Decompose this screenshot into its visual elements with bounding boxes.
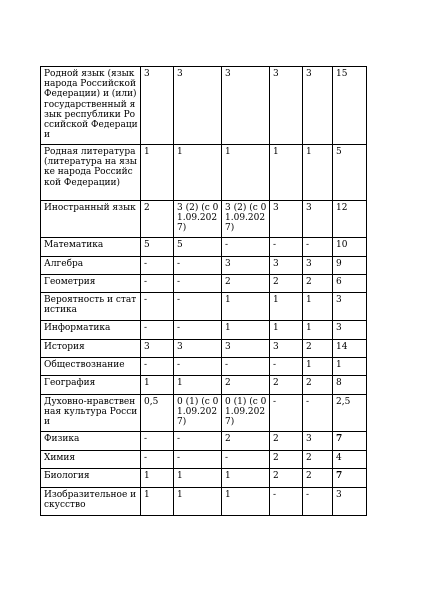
total-cell: 8 xyxy=(333,376,367,395)
hours-cell: - xyxy=(141,358,174,376)
total-cell: 12 xyxy=(333,201,367,238)
total-cell: 7 xyxy=(333,469,367,488)
hours-cell: 1 xyxy=(303,293,333,321)
hours-cell: 0,5 xyxy=(141,395,174,432)
hours-cell: 3 xyxy=(222,257,270,275)
hours-cell: 3 (2) (с 01.09.2027) xyxy=(222,201,270,238)
subject-cell: Физика xyxy=(41,432,141,451)
hours-cell: 2 xyxy=(141,201,174,238)
hours-cell: - xyxy=(141,321,174,340)
total-cell: 9 xyxy=(333,257,367,275)
table-row xyxy=(41,257,367,275)
hours-cell: 2 xyxy=(303,275,333,293)
table-row xyxy=(41,67,367,145)
table-row xyxy=(41,376,367,395)
hours-cell: 5 xyxy=(141,238,174,257)
hours-cell: - xyxy=(222,358,270,376)
hours-cell: - xyxy=(303,395,333,432)
table-row xyxy=(41,395,367,432)
hours-cell: 0 (1) (с 01.09.2027) xyxy=(174,395,222,432)
total-cell: 15 xyxy=(333,67,367,145)
table-row xyxy=(41,451,367,469)
hours-cell: - xyxy=(270,488,303,516)
hours-cell: 2 xyxy=(303,469,333,488)
hours-cell: 2 xyxy=(270,432,303,451)
hours-cell: - xyxy=(174,432,222,451)
hours-cell: 3 xyxy=(270,340,303,358)
hours-cell: 1 xyxy=(174,376,222,395)
table-row xyxy=(41,275,367,293)
table-row xyxy=(41,293,367,321)
hours-cell: 3 xyxy=(141,67,174,145)
hours-cell: 1 xyxy=(270,321,303,340)
total-cell: 3 xyxy=(333,488,367,516)
table-row xyxy=(41,488,367,516)
hours-cell: - xyxy=(222,238,270,257)
table-row xyxy=(41,201,367,238)
subject-cell: Математика xyxy=(41,238,141,257)
subject-cell: Химия xyxy=(41,451,141,469)
hours-cell: 2 xyxy=(270,376,303,395)
table-row xyxy=(41,238,367,257)
hours-cell: 1 xyxy=(222,145,270,201)
hours-cell: - xyxy=(141,257,174,275)
hours-cell: 1 xyxy=(222,488,270,516)
subject-cell: Биология xyxy=(41,469,141,488)
hours-cell: 3 xyxy=(303,257,333,275)
hours-cell: - xyxy=(141,275,174,293)
hours-cell: 3 xyxy=(303,201,333,238)
hours-cell: 3 xyxy=(270,257,303,275)
hours-cell: - xyxy=(270,395,303,432)
total-cell: 4 xyxy=(333,451,367,469)
subject-cell: Вероятность и статистика xyxy=(41,293,141,321)
subject-cell: Обществознание xyxy=(41,358,141,376)
hours-cell: 2 xyxy=(303,340,333,358)
hours-cell: - xyxy=(174,451,222,469)
subject-cell: История xyxy=(41,340,141,358)
total-cell: 5 xyxy=(333,145,367,201)
hours-cell: 1 xyxy=(222,469,270,488)
total-cell: 2,5 xyxy=(333,395,367,432)
hours-cell: 1 xyxy=(141,469,174,488)
hours-cell: - xyxy=(141,451,174,469)
table-row xyxy=(41,321,367,340)
hours-cell: - xyxy=(270,358,303,376)
subject-cell: Изобразительное искусство xyxy=(41,488,141,516)
hours-cell: 1 xyxy=(174,488,222,516)
hours-cell: - xyxy=(174,358,222,376)
total-cell: 3 xyxy=(333,293,367,321)
hours-cell: 3 xyxy=(270,201,303,238)
subject-cell: Родной язык (язык народа Российской Федерации) и (или) государственный язык республики Российской Федерации xyxy=(41,67,141,145)
hours-cell: 0 (1) (с 01.09.2027) xyxy=(222,395,270,432)
table-row xyxy=(41,145,367,201)
hours-cell: 3 xyxy=(222,67,270,145)
hours-cell: 1 xyxy=(222,293,270,321)
total-cell: 3 xyxy=(333,321,367,340)
total-cell: 10 xyxy=(333,238,367,257)
hours-cell: - xyxy=(174,275,222,293)
hours-cell: 2 xyxy=(303,451,333,469)
hours-cell: 1 xyxy=(174,145,222,201)
hours-cell: - xyxy=(174,321,222,340)
subject-cell: Иностранный язык xyxy=(41,201,141,238)
hours-cell: 1 xyxy=(303,321,333,340)
subject-cell: Информатика xyxy=(41,321,141,340)
hours-cell: 1 xyxy=(222,321,270,340)
hours-cell: - xyxy=(222,451,270,469)
hours-cell: 1 xyxy=(141,376,174,395)
hours-cell: - xyxy=(174,293,222,321)
total-cell: 6 xyxy=(333,275,367,293)
hours-cell: - xyxy=(303,488,333,516)
hours-cell: 2 xyxy=(222,432,270,451)
hours-cell: 3 xyxy=(303,432,333,451)
hours-cell: 2 xyxy=(270,451,303,469)
hours-cell: 3 xyxy=(141,340,174,358)
hours-cell: 1 xyxy=(141,488,174,516)
hours-cell: 3 xyxy=(222,340,270,358)
subject-cell: Геометрия xyxy=(41,275,141,293)
hours-cell: 3 xyxy=(270,67,303,145)
hours-cell: 3 xyxy=(303,67,333,145)
table-row xyxy=(41,432,367,451)
hours-cell: - xyxy=(141,432,174,451)
hours-cell: - xyxy=(270,238,303,257)
subject-cell: Алгебра xyxy=(41,257,141,275)
subject-cell: География xyxy=(41,376,141,395)
hours-cell: 3 (2) (с 01.09.2027) xyxy=(174,201,222,238)
hours-cell: 1 xyxy=(174,469,222,488)
hours-cell: - xyxy=(141,293,174,321)
curriculum-table xyxy=(40,66,367,516)
total-cell: 7 xyxy=(333,432,367,451)
total-cell: 14 xyxy=(333,340,367,358)
hours-cell: - xyxy=(303,238,333,257)
table-row xyxy=(41,340,367,358)
hours-cell: 1 xyxy=(303,358,333,376)
hours-cell: 2 xyxy=(270,275,303,293)
hours-cell: 2 xyxy=(222,376,270,395)
subject-cell: Духовно-нравственная культура России xyxy=(41,395,141,432)
hours-cell: 1 xyxy=(303,145,333,201)
table-row xyxy=(41,358,367,376)
hours-cell: 2 xyxy=(270,469,303,488)
hours-cell: 3 xyxy=(174,67,222,145)
hours-cell: 2 xyxy=(222,275,270,293)
hours-cell: 2 xyxy=(303,376,333,395)
subject-cell: Родная литература (литература на языке народа Российской Федерации) xyxy=(41,145,141,201)
table-row xyxy=(41,469,367,488)
hours-cell: 3 xyxy=(174,340,222,358)
hours-cell: 5 xyxy=(174,238,222,257)
hours-cell: 1 xyxy=(141,145,174,201)
hours-cell: 1 xyxy=(270,293,303,321)
hours-cell: - xyxy=(174,257,222,275)
total-cell: 1 xyxy=(333,358,367,376)
hours-cell: 1 xyxy=(270,145,303,201)
